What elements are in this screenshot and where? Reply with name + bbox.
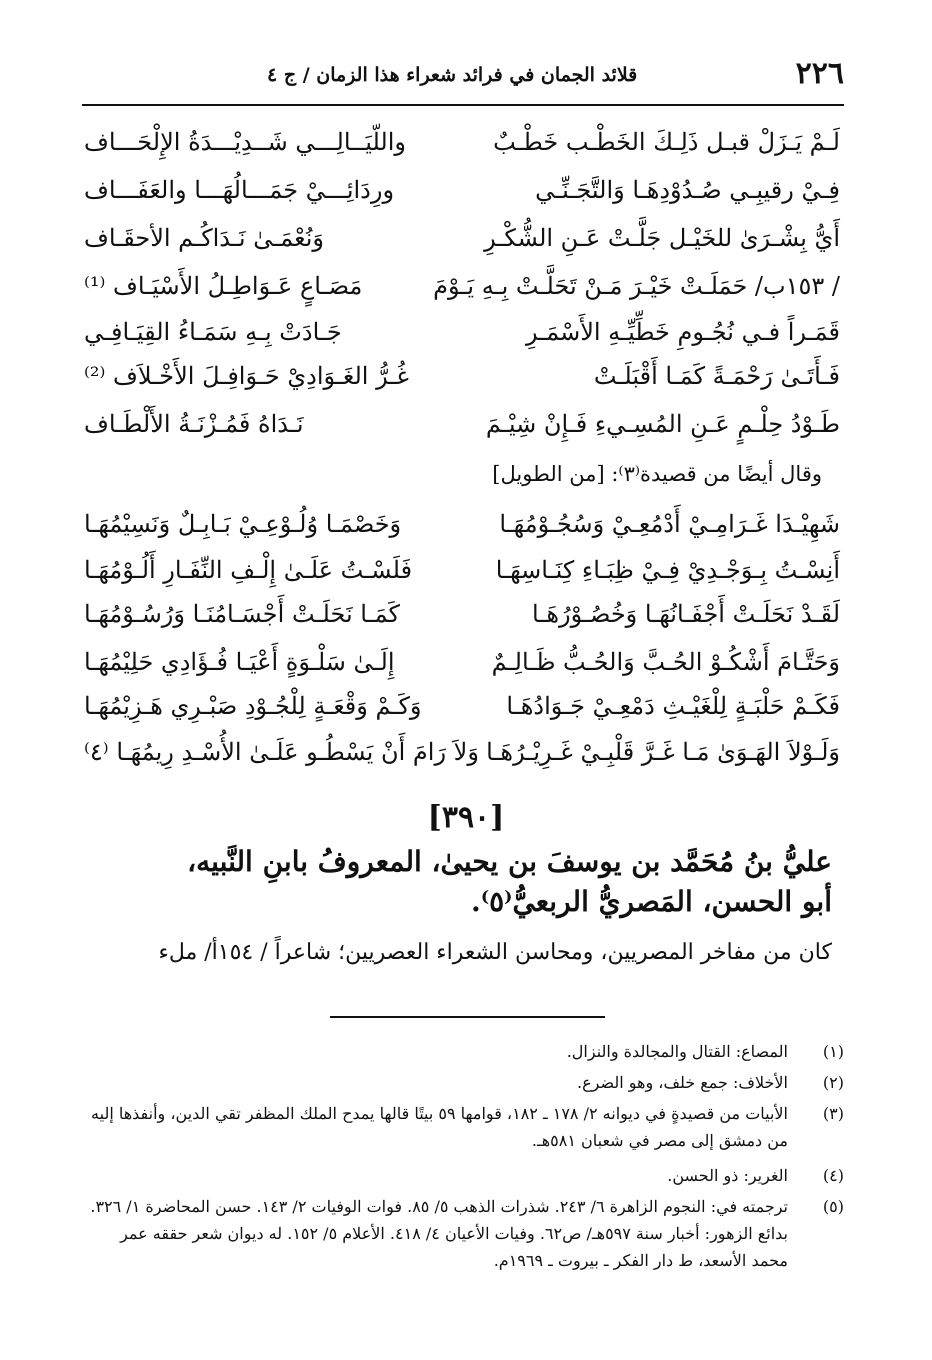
footnote-number: (٣)	[822, 1104, 844, 1123]
page-header	[82, 50, 844, 100]
footnote-number: (٤)	[822, 1166, 844, 1185]
second-hemistich: جَـادَتْ بِـهِ سَمَـاءُ القِيَـافِـي	[84, 318, 342, 346]
second-hemistich: نَـدَاهُ فَمُـزْنَـةُ الأَلْطَـاف	[84, 410, 304, 438]
second-hemistich: ورِدَائِـــيْ جَمَـــالُهَـــا والعَفَـــاف	[84, 176, 395, 204]
verse-line	[84, 362, 840, 408]
verse-line	[84, 176, 840, 222]
verse-line	[84, 510, 840, 556]
verse-line	[84, 556, 840, 602]
first-hemistich: قَمَـراً فـي نُجُـومِ خَطِّيِّـهِ الأَسْمَـرِ	[525, 318, 840, 346]
first-hemistich: فَـأَتَـىٰ رَحْمَـةً كَمَـا أَقْبَلَـتْ	[593, 362, 840, 390]
first-hemistich: طَـوْدُ حِلْـمٍ عَـنِ المُسِـيءِ فَـإِنْ شِيْـمَ	[485, 410, 840, 438]
footnote	[88, 1038, 844, 1065]
footnote-text: الأخلاف: جمع خلف، وهو الضرع.	[577, 1073, 788, 1092]
second-hemistich: مَصَـاعٍ عَـوَاطِـلُ الأَسْيَـاف ⁽¹⁾	[84, 272, 363, 300]
entry-heading	[80, 842, 832, 922]
footnote-number: (٢)	[822, 1073, 844, 1092]
footnote	[88, 1069, 844, 1096]
verse-line	[84, 600, 840, 646]
second-hemistich: كَمَـا نَحَلَـتْ أَجْسَـامُنَـا وَرُسُـوْمُهَـا	[84, 600, 400, 628]
verse-line	[84, 224, 840, 270]
footnote-number: (٥)	[822, 1197, 844, 1216]
footnote-text: الأبيات من قصيدةٍ في ديوانه ٢/ ١٧٨ ـ ١٨٢، قوامها ٥٩ بيتًا قالها يمدح الملك المظفر تقي الدين، وأنفذها إليه من دمشق إلى مصر في شعبان ٥٨١هـ.	[91, 1104, 788, 1150]
verse-line	[84, 318, 840, 364]
verse-line	[84, 272, 840, 318]
second-hemistich: وَلاَ رَامَ أَنْ يَسْطُـو عَلَـىٰ الأُسْـدِ رِيمُهَـا ⁽٤⁾	[84, 738, 479, 766]
footnote	[88, 1162, 844, 1189]
first-hemistich: فَكَـمْ حَلْبَـةٍ لِلْغَيْـثِ دَمْعِـيْ جَـوَادُهَـا	[506, 692, 840, 720]
entry-title-line: عليُّ بنُ مُحَمَّد بن يوسفَ بن يحيىٰ، المعروفُ بابنِ النَّبيه،	[187, 845, 832, 878]
entry-number: [٣٩٠]	[427, 800, 505, 835]
verse-line	[84, 738, 840, 784]
second-hemistich: وَخَصْمَـا وُلُـوْعِـيْ بَـابِـلٌ وَنَسِيْمُهَـا	[84, 510, 402, 538]
first-hemistich: شَهِيْـدَا غَـرَامِـيْ أَدْمُعِـيْ وَسُجُـوْمُهَـا	[499, 510, 840, 538]
first-hemistich: / ١٥٣ب/ حَمَلَـتْ خَيْـرَ مَـنْ تَحَلَّـتْ بِـهِ يَـوْمَ	[433, 272, 840, 300]
verse-line	[84, 648, 840, 694]
poem-intro: وقال أيضًا من قصيدة⁽٣⁾: [من الطويل]	[492, 462, 822, 486]
verse-line	[84, 128, 840, 174]
second-hemistich: وَكَـمْ وَقْعَـةٍ لِلْجُـوْدِ صَبْـرِي هَـزِيْمُهَـا	[84, 692, 422, 720]
first-hemistich: فِـيْ رقيبِـي صُـدُوْدِهَـا وَالتَّجَـنِّـي	[535, 176, 840, 204]
second-hemistich: إِلَـىٰ سَلْـوَةٍ أَعْيَـا فُـؤَادِي حَلِيْمُهَـا	[84, 648, 395, 676]
first-hemistich: وَلَـوْلاَ الهَـوَىٰ مَـا غَـرَّ قَلْبِـيْ غَـرِيْـرُهَـا	[486, 738, 840, 766]
body-text: كان من مفاخر المصريين، ومحاسن الشعراء العصريين؛ شاعراً / ١٥٤أ/ ملء	[158, 940, 832, 965]
footnote-text: ترجمته في: النجوم الزاهرة ٦/ ٢٤٣. شذرات الذهب ٥/ ٨٥. فوات الوفيات ٢/ ١٤٣. حسن المحاضرة ١/ ٣٢٦. بدائع الزهور: أخبار سنة ٥٩٧هـ/ ص٦٢. وفيات الأعيان ٤/ ٤١٨. الأعلام ٥/ ١٥٢. له ديوان شعر حققه عمر محمد الأسعد، ط دار الفكر ـ بيروت ـ ١٩٦٩م.	[90, 1197, 788, 1270]
second-hemistich: وَنُعْمَـىٰ نَـدَاكُـم الأحقَـاف	[84, 224, 324, 252]
second-hemistich: غُـرُّ الغَـوَادِيْ حَـوَافِـلَ الأَخْـلاَف ⁽²⁾	[84, 362, 409, 390]
running-title: قلائد الجمان في فرائد شعراء هذا الزمان / ج ٤	[267, 64, 638, 86]
second-hemistich: فَلَسْـتُ عَلَـىٰ إِلْـفِ النِّفَـارِ أَلُـوْمُهَـا	[84, 556, 413, 584]
first-hemistich: لَقَـدْ نَحَلَـتْ أَجْفَـانُهَـا وَخُصُـوْرُهَـا	[531, 600, 840, 628]
footnote	[88, 1193, 844, 1274]
second-hemistich: واللّيَــالِـــي شَــدِيْـــدَةُ الإِلْحَـــاف	[84, 128, 406, 156]
first-hemistich: أَيُّ بِشْـرَىٰ للخَيْـل جَلَّـتْ عَـنِ الشُّكْـرِ	[484, 224, 840, 252]
first-hemistich: أَنِسْـتُ بِـوَجْـدِيْ فِـيْ ظِبَـاءِ كِنَـاسِهَـا	[495, 556, 840, 584]
footnote-rule	[330, 1016, 605, 1018]
first-hemistich: لَـمْ يَـزَلْ قبـل ذَلِـكَ الخَطْـب خَطْـبٌ	[493, 128, 840, 156]
footnote-text: الغرير: ذو الحسن.	[667, 1166, 788, 1185]
entry-title-line: أبو الحسن، المَصريُّ الربعيُّ⁽٥⁾.	[470, 885, 832, 918]
verse-line	[84, 410, 840, 456]
header-rule	[82, 104, 844, 106]
footnote-text: المصاع: القتال والمجالدة والنزال.	[566, 1042, 788, 1061]
verse-line	[84, 692, 840, 738]
footnote	[88, 1100, 844, 1154]
page-number: ٢٢٦	[795, 56, 844, 91]
footnote-number: (١)	[822, 1042, 844, 1061]
first-hemistich: وَحَتَّـامَ أَشْكُـوْ الحُـبَّ وَالحُـبُّ ظَـالِـمٌ	[491, 648, 840, 676]
